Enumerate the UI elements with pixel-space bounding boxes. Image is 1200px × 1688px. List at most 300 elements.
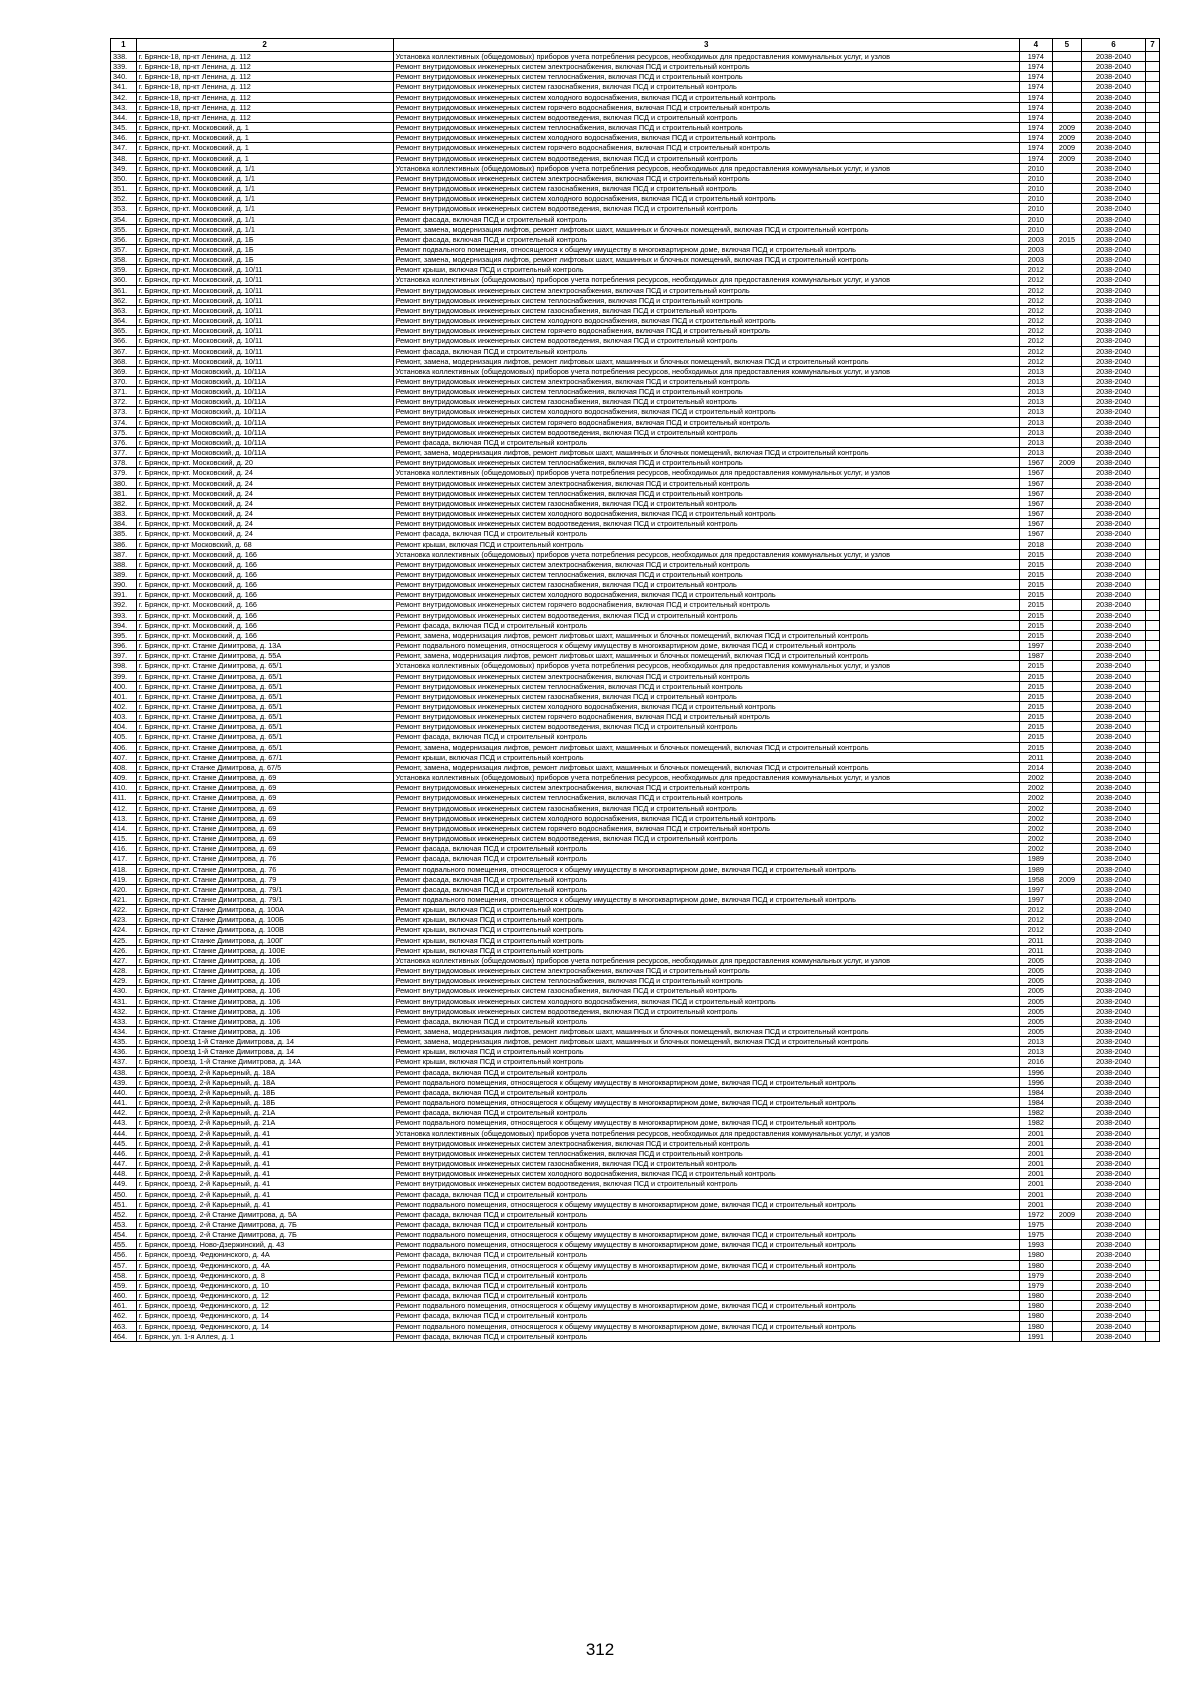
planned-period-cell: 2038-2040 [1081,437,1145,447]
table-row [111,1098,1160,1108]
address-cell: г. Брянск, пр-кт. Станке Димитрова, д. 79/1 [136,894,393,904]
last-repair-year-cell [1052,1006,1081,1016]
last-repair-year-cell: 2009 [1052,1209,1081,1219]
address-cell: г. Брянск, проезд. 1-й Станке Димитрова, д. 14А [136,1057,393,1067]
row-number: 455. [111,1240,137,1250]
table-row [111,407,1160,417]
address-cell: г. Брянск, пр-кт Станке Димитрова, д. 100В [136,925,393,935]
address-cell: г. Брянск, пр-кт. Станке Димитрова, д. 106 [136,1006,393,1016]
table-row [111,336,1160,346]
work-type-cell: Установка коллективных (общедомовых) приборов учета потребления ресурсов, необходимых для предоставления коммунальных услуг, и узлов [393,366,1019,376]
build-year-cell: 2012 [1019,905,1052,915]
table-row [111,62,1160,72]
table-row [111,894,1160,904]
last-repair-year-cell [1052,509,1081,519]
last-repair-year-cell [1052,966,1081,976]
last-repair-year-cell [1052,976,1081,986]
last-repair-year-cell [1052,986,1081,996]
planned-period-cell: 2038-2040 [1081,498,1145,508]
work-type-cell: Ремонт внутридомовых инженерных систем теплоснабжения, включая ПСД и строительный контроль [393,488,1019,498]
empty-cell [1146,488,1160,498]
last-repair-year-cell [1052,194,1081,204]
last-repair-year-cell [1052,681,1081,691]
build-year-cell: 2015 [1019,671,1052,681]
planned-period-cell: 2038-2040 [1081,569,1145,579]
empty-cell [1146,549,1160,559]
planned-period-cell: 2038-2040 [1081,966,1145,976]
build-year-cell: 1967 [1019,478,1052,488]
row-number: 377. [111,448,137,458]
table-row [111,834,1160,844]
row-number: 401. [111,691,137,701]
last-repair-year-cell [1052,1098,1081,1108]
row-number: 422. [111,905,137,915]
work-type-cell: Ремонт подвального помещения, относящегося к общему имуществу в многоквартирном доме, включая ПСД и строительный контроль [393,894,1019,904]
row-number: 427. [111,955,137,965]
empty-cell [1146,204,1160,214]
work-type-cell: Ремонт внутридомовых инженерных систем газоснабжения, включая ПСД и строительный контроль [393,397,1019,407]
work-type-cell: Ремонт внутридомовых инженерных систем теплоснабжения, включая ПСД и строительный контроль [393,1148,1019,1158]
build-year-cell: 2015 [1019,712,1052,722]
last-repair-year-cell [1052,437,1081,447]
address-cell: г. Брянск-18, пр-кт Ленина, д. 112 [136,112,393,122]
planned-period-cell: 2038-2040 [1081,752,1145,762]
planned-period-cell: 2038-2040 [1081,783,1145,793]
last-repair-year-cell [1052,569,1081,579]
table-row [111,468,1160,478]
address-cell: г. Брянск, проезд. 2-й Станке Димитрова, д. 7Б [136,1219,393,1229]
last-repair-year-cell [1052,173,1081,183]
work-type-cell: Ремонт фасада, включая ПСД и строительный контроль [393,1219,1019,1229]
address-cell: г. Брянск, пр-кт. Московский, д. 166 [136,569,393,579]
planned-period-cell: 2038-2040 [1081,996,1145,1006]
empty-cell [1146,133,1160,143]
work-type-cell: Ремонт фасада, включая ПСД и строительный контроль [393,529,1019,539]
row-number: 429. [111,976,137,986]
row-number: 404. [111,722,137,732]
last-repair-year-cell [1052,630,1081,640]
empty-cell [1146,1098,1160,1108]
empty-cell [1146,702,1160,712]
address-cell: г. Брянск-18, пр-кт Ленина, д. 112 [136,92,393,102]
address-cell: г. Брянск, пр-кт. Московский, д. 10/11 [136,316,393,326]
empty-cell [1146,630,1160,640]
row-number: 341. [111,82,137,92]
work-type-cell: Ремонт внутридомовых инженерных систем газоснабжения, включая ПСД и строительный контроль [393,82,1019,92]
address-cell: г. Брянск, пр-кт. Московский, д. 166 [136,600,393,610]
address-cell: г. Брянск, пр-кт. Станке Димитрова, д. 65/1 [136,671,393,681]
row-number: 359. [111,265,137,275]
build-year-cell: 1974 [1019,123,1052,133]
last-repair-year-cell [1052,397,1081,407]
planned-period-cell: 2038-2040 [1081,894,1145,904]
address-cell: г. Брянск, пр-кт. Московский, д. 24 [136,468,393,478]
work-type-cell: Ремонт фасада, включая ПСД и строительный контроль [393,1311,1019,1321]
work-type-cell: Ремонт внутридомовых инженерных систем электроснабжения, включая ПСД и строительный контроль [393,285,1019,295]
empty-cell [1146,62,1160,72]
address-cell: г. Брянск, пр-кт. Московский, д. 1/1 [136,224,393,234]
empty-cell [1146,1189,1160,1199]
planned-period-cell: 2038-2040 [1081,1118,1145,1128]
last-repair-year-cell [1052,1331,1081,1341]
address-cell: г. Брянск, пр-кт. Станке Димитрова, д. 13А [136,641,393,651]
planned-period-cell: 2038-2040 [1081,661,1145,671]
work-type-cell: Ремонт внутридомовых инженерных систем газоснабжения, включая ПСД и строительный контроль [393,580,1019,590]
planned-period-cell: 2038-2040 [1081,1159,1145,1169]
last-repair-year-cell [1052,184,1081,194]
empty-cell [1146,823,1160,833]
empty-cell [1146,945,1160,955]
work-type-cell: Ремонт фасада, включая ПСД и строительный контроль [393,884,1019,894]
planned-period-cell: 2038-2040 [1081,92,1145,102]
table-row [111,854,1160,864]
address-cell: г. Брянск, пр-кт Московский, д. 68 [136,539,393,549]
row-number: 398. [111,661,137,671]
table-row [111,316,1160,326]
address-cell: г. Брянск, пр-кт Станке Димитрова, д. 100Г [136,935,393,945]
last-repair-year-cell [1052,92,1081,102]
empty-cell [1146,641,1160,651]
work-type-cell: Ремонт крыши, включая ПСД и строительный контроль [393,752,1019,762]
last-repair-year-cell [1052,387,1081,397]
table-row [111,1331,1160,1341]
work-type-cell: Ремонт внутридомовых инженерных систем теплоснабжения, включая ПСД и строительный контроль [393,681,1019,691]
row-number: 387. [111,549,137,559]
empty-cell [1146,316,1160,326]
build-year-cell: 1984 [1019,1087,1052,1097]
last-repair-year-cell [1052,427,1081,437]
row-number: 405. [111,732,137,742]
planned-period-cell: 2038-2040 [1081,295,1145,305]
last-repair-year-cell [1052,1128,1081,1138]
row-number: 380. [111,478,137,488]
table-row [111,610,1160,620]
work-type-cell: Ремонт внутридомовых инженерных систем теплоснабжения, включая ПСД и строительный контроль [393,569,1019,579]
work-type-cell: Ремонт внутридомовых инженерных систем горячего водоснабжения, включая ПСД и строительный контроль [393,143,1019,153]
row-number: 414. [111,823,137,833]
build-year-cell: 2005 [1019,1027,1052,1037]
planned-period-cell: 2038-2040 [1081,1179,1145,1189]
address-cell: г. Брянск, проезд. 2-й Карьерный, д. 41 [136,1189,393,1199]
work-type-cell: Ремонт внутридомовых инженерных систем холодного водоснабжения, включая ПСД и строительный контроль [393,316,1019,326]
table-row [111,559,1160,569]
table-row [111,163,1160,173]
row-number: 411. [111,793,137,803]
last-repair-year-cell [1052,498,1081,508]
build-year-cell: 2012 [1019,346,1052,356]
last-repair-year-cell [1052,783,1081,793]
planned-period-cell: 2038-2040 [1081,305,1145,315]
planned-period-cell: 2038-2040 [1081,102,1145,112]
build-year-cell: 2015 [1019,732,1052,742]
planned-period-cell: 2038-2040 [1081,72,1145,82]
table-row [111,935,1160,945]
table-row [111,1219,1160,1229]
row-number: 340. [111,72,137,82]
work-type-cell: Установка коллективных (общедомовых) приборов учета потребления ресурсов, необходимых для предоставления коммунальных услуг, и узлов [393,549,1019,559]
empty-cell [1146,1027,1160,1037]
row-number: 349. [111,163,137,173]
planned-period-cell: 2038-2040 [1081,986,1145,996]
build-year-cell: 1980 [1019,1291,1052,1301]
build-year-cell: 2016 [1019,1057,1052,1067]
row-number: 375. [111,427,137,437]
row-number: 448. [111,1169,137,1179]
work-type-cell: Ремонт внутридомовых инженерных систем холодного водоснабжения, включая ПСД и строительный контроль [393,996,1019,1006]
last-repair-year-cell [1052,539,1081,549]
work-type-cell: Ремонт внутридомовых инженерных систем теплоснабжения, включая ПСД и строительный контроль [393,793,1019,803]
table-row [111,448,1160,458]
work-type-cell: Ремонт, замена, модернизация лифтов, ремонт лифтовых шахт, машинных и блочных помещений, включая ПСД и строительный контроль [393,356,1019,366]
address-cell: г. Брянск, пр-кт. Московский, д. 10/11 [136,305,393,315]
row-number: 419. [111,874,137,884]
planned-period-cell: 2038-2040 [1081,793,1145,803]
table-row [111,752,1160,762]
work-type-cell: Установка коллективных (общедомовых) приборов учета потребления ресурсов, необходимых для предоставления коммунальных услуг, и узлов [393,955,1019,965]
table-row [111,1037,1160,1047]
build-year-cell: 1967 [1019,498,1052,508]
empty-cell [1146,1037,1160,1047]
table-row [111,844,1160,854]
build-year-cell: 2001 [1019,1189,1052,1199]
row-number: 364. [111,316,137,326]
address-cell: г. Брянск, пр-кт Московский, д. 10/11А [136,417,393,427]
row-number: 361. [111,285,137,295]
address-cell: г. Брянск, пр-кт. Московский, д. 10/11 [136,265,393,275]
build-year-cell: 2013 [1019,366,1052,376]
build-year-cell: 1974 [1019,82,1052,92]
empty-cell [1146,255,1160,265]
table-row [111,641,1160,651]
work-type-cell: Ремонт фасада, включая ПСД и строительный контроль [393,346,1019,356]
table-row [111,1270,1160,1280]
table-row [111,1087,1160,1097]
planned-period-cell: 2038-2040 [1081,732,1145,742]
address-cell: г. Брянск, проезд. 2-й Карьерный, д. 18Б [136,1098,393,1108]
planned-period-cell: 2038-2040 [1081,173,1145,183]
table-body [111,52,1160,1342]
work-type-cell: Ремонт внутридомовых инженерных систем электроснабжения, включая ПСД и строительный контроль [393,966,1019,976]
build-year-cell: 2002 [1019,834,1052,844]
row-number: 347. [111,143,137,153]
build-year-cell: 2010 [1019,173,1052,183]
empty-cell [1146,884,1160,894]
address-cell: г. Брянск, проезд 1-й Станке Димитрова, д. 14 [136,1047,393,1057]
empty-cell [1146,1179,1160,1189]
work-type-cell: Ремонт фасада, включая ПСД и строительный контроль [393,1250,1019,1260]
empty-cell [1146,1260,1160,1270]
row-number: 462. [111,1311,137,1321]
table-row [111,1230,1160,1240]
address-cell: г. Брянск, пр-кт. Московский, д. 1 [136,133,393,143]
last-repair-year-cell [1052,519,1081,529]
last-repair-year-cell [1052,803,1081,813]
address-cell: г. Брянск, пр-кт. Станке Димитрова, д. 65/1 [136,742,393,752]
last-repair-year-cell [1052,905,1081,915]
table-row [111,1118,1160,1128]
work-type-cell: Ремонт внутридомовых инженерных систем электроснабжения, включая ПСД и строительный контроль [393,783,1019,793]
row-number: 391. [111,590,137,600]
work-type-cell: Ремонт внутридомовых инженерных систем водоотведения, включая ПСД и строительный контроль [393,519,1019,529]
build-year-cell: 2001 [1019,1159,1052,1169]
last-repair-year-cell [1052,1230,1081,1240]
build-year-cell: 2012 [1019,316,1052,326]
table-row [111,112,1160,122]
table-row [111,478,1160,488]
work-type-cell: Ремонт фасада, включая ПСД и строительный контроль [393,732,1019,742]
build-year-cell: 2001 [1019,1148,1052,1158]
address-cell: г. Брянск, пр-кт. Московский, д. 10/11 [136,295,393,305]
table-row [111,773,1160,783]
build-year-cell: 2003 [1019,244,1052,254]
planned-period-cell: 2038-2040 [1081,478,1145,488]
row-number: 450. [111,1189,137,1199]
row-number: 366. [111,336,137,346]
row-number: 441. [111,1098,137,1108]
build-year-cell: 2012 [1019,265,1052,275]
table-row [111,630,1160,640]
empty-cell [1146,691,1160,701]
row-number: 435. [111,1037,137,1047]
row-number: 418. [111,864,137,874]
empty-cell [1146,529,1160,539]
build-year-cell: 1989 [1019,854,1052,864]
empty-cell [1146,417,1160,427]
build-year-cell: 2015 [1019,610,1052,620]
last-repair-year-cell [1052,610,1081,620]
planned-period-cell: 2038-2040 [1081,1280,1145,1290]
table-row [111,661,1160,671]
empty-cell [1146,1209,1160,1219]
address-cell: г. Брянск, пр-кт. Московский, д. 24 [136,498,393,508]
address-cell: г. Брянск, пр-кт Московский, д. 10/11А [136,427,393,437]
build-year-cell: 2015 [1019,580,1052,590]
last-repair-year-cell [1052,722,1081,732]
build-year-cell: 1997 [1019,884,1052,894]
address-cell: г. Брянск, пр-кт. Московский, д. 10/11 [136,346,393,356]
empty-cell [1146,722,1160,732]
planned-period-cell: 2038-2040 [1081,1189,1145,1199]
work-type-cell: Ремонт, замена, модернизация лифтов, ремонт лифтовых шахт, машинных и блочных помещений, включая ПСД и строительный контроль [393,742,1019,752]
last-repair-year-cell [1052,661,1081,671]
table-row [111,803,1160,813]
build-year-cell: 2010 [1019,184,1052,194]
table-row [111,204,1160,214]
row-number: 338. [111,52,137,62]
build-year-cell: 2011 [1019,935,1052,945]
address-cell: г. Брянск, пр-кт. Станке Димитрова, д. 106 [136,976,393,986]
table-row [111,823,1160,833]
row-number: 432. [111,1006,137,1016]
planned-period-cell: 2038-2040 [1081,651,1145,661]
work-type-cell: Ремонт, замена, модернизация лифтов, ремонт лифтовых шахт, машинных и блочных помещений, включая ПСД и строительный контроль [393,630,1019,640]
build-year-cell: 2012 [1019,285,1052,295]
row-number: 416. [111,844,137,854]
build-year-cell: 2005 [1019,1016,1052,1026]
last-repair-year-cell [1052,1108,1081,1118]
address-cell: г. Брянск, пр-кт. Московский, д. 24 [136,509,393,519]
empty-cell [1146,1219,1160,1229]
build-year-cell: 2015 [1019,569,1052,579]
last-repair-year-cell [1052,1321,1081,1331]
build-year-cell: 2005 [1019,1006,1052,1016]
empty-cell [1146,1169,1160,1179]
work-type-cell: Ремонт внутридомовых инженерных систем водоотведения, включая ПСД и строительный контроль [393,112,1019,122]
address-cell: г. Брянск, пр-кт. Станке Димитрова, д. 69 [136,823,393,833]
address-cell: г. Брянск, проезд. 2-й Карьерный, д. 41 [136,1199,393,1209]
empty-cell [1146,468,1160,478]
last-repair-year-cell [1052,1047,1081,1057]
empty-cell [1146,72,1160,82]
build-year-cell: 1975 [1019,1219,1052,1229]
planned-period-cell: 2038-2040 [1081,1148,1145,1158]
last-repair-year-cell [1052,915,1081,925]
empty-cell [1146,82,1160,92]
build-year-cell: 2002 [1019,783,1052,793]
last-repair-year-cell [1052,488,1081,498]
row-number: 426. [111,945,137,955]
address-cell: г. Брянск, проезд. 2-й Станке Димитрова, д. 7Б [136,1230,393,1240]
empty-cell [1146,1270,1160,1280]
row-number: 351. [111,184,137,194]
build-year-cell: 1975 [1019,1230,1052,1240]
page-number: 312 [585,1640,615,1659]
row-number: 456. [111,1250,137,1260]
empty-cell [1146,732,1160,742]
address-cell: г. Брянск, пр-кт. Станке Димитрова, д. 69 [136,813,393,823]
row-number: 367. [111,346,137,356]
row-number: 389. [111,569,137,579]
table-row [111,1250,1160,1260]
build-year-cell: 2013 [1019,437,1052,447]
build-year-cell: 1987 [1019,651,1052,661]
address-cell: г. Брянск, пр-кт. Московский, д. 166 [136,580,393,590]
planned-period-cell: 2038-2040 [1081,387,1145,397]
build-year-cell: 2005 [1019,955,1052,965]
work-type-cell: Ремонт внутридомовых инженерных систем электроснабжения, включая ПСД и строительный контроль [393,173,1019,183]
empty-cell [1146,184,1160,194]
last-repair-year-cell [1052,82,1081,92]
empty-cell [1146,163,1160,173]
last-repair-year-cell [1052,163,1081,173]
planned-period-cell: 2038-2040 [1081,834,1145,844]
work-type-cell: Ремонт, замена, модернизация лифтов, ремонт лифтовых шахт, машинных и блочных помещений, включая ПСД и строительный контроль [393,762,1019,772]
work-type-cell: Ремонт внутридомовых инженерных систем теплоснабжения, включая ПСД и строительный контроль [393,123,1019,133]
last-repair-year-cell [1052,1291,1081,1301]
address-cell: г. Брянск, проезд. 2-й Карьерный, д. 41 [136,1169,393,1179]
last-repair-year-cell [1052,773,1081,783]
row-number: 345. [111,123,137,133]
row-number: 443. [111,1118,137,1128]
work-type-cell: Установка коллективных (общедомовых) приборов учета потребления ресурсов, необходимых для предоставления коммунальных услуг, и узлов [393,1128,1019,1138]
last-repair-year-cell [1052,651,1081,661]
address-cell: г. Брянск, пр-кт. Станке Димитрова, д. 65/1 [136,732,393,742]
table-row [111,691,1160,701]
address-cell: г. Брянск, пр-кт. Московский, д. 1 [136,143,393,153]
table-row [111,102,1160,112]
work-type-cell: Ремонт внутридомовых инженерных систем теплоснабжения, включая ПСД и строительный контроль [393,72,1019,82]
last-repair-year-cell [1052,1057,1081,1067]
work-type-cell: Ремонт фасада, включая ПСД и строительный контроль [393,234,1019,244]
work-type-cell: Ремонт внутридомовых инженерных систем электроснабжения, включая ПСД и строительный контроль [393,377,1019,387]
table-row [111,234,1160,244]
address-cell: г. Брянск, пр-кт Московский, д. 10/11А [136,437,393,447]
planned-period-cell: 2038-2040 [1081,539,1145,549]
work-type-cell: Ремонт внутридомовых инженерных систем теплоснабжения, включая ПСД и строительный контроль [393,387,1019,397]
last-repair-year-cell [1052,224,1081,234]
empty-cell [1146,519,1160,529]
planned-period-cell: 2038-2040 [1081,62,1145,72]
